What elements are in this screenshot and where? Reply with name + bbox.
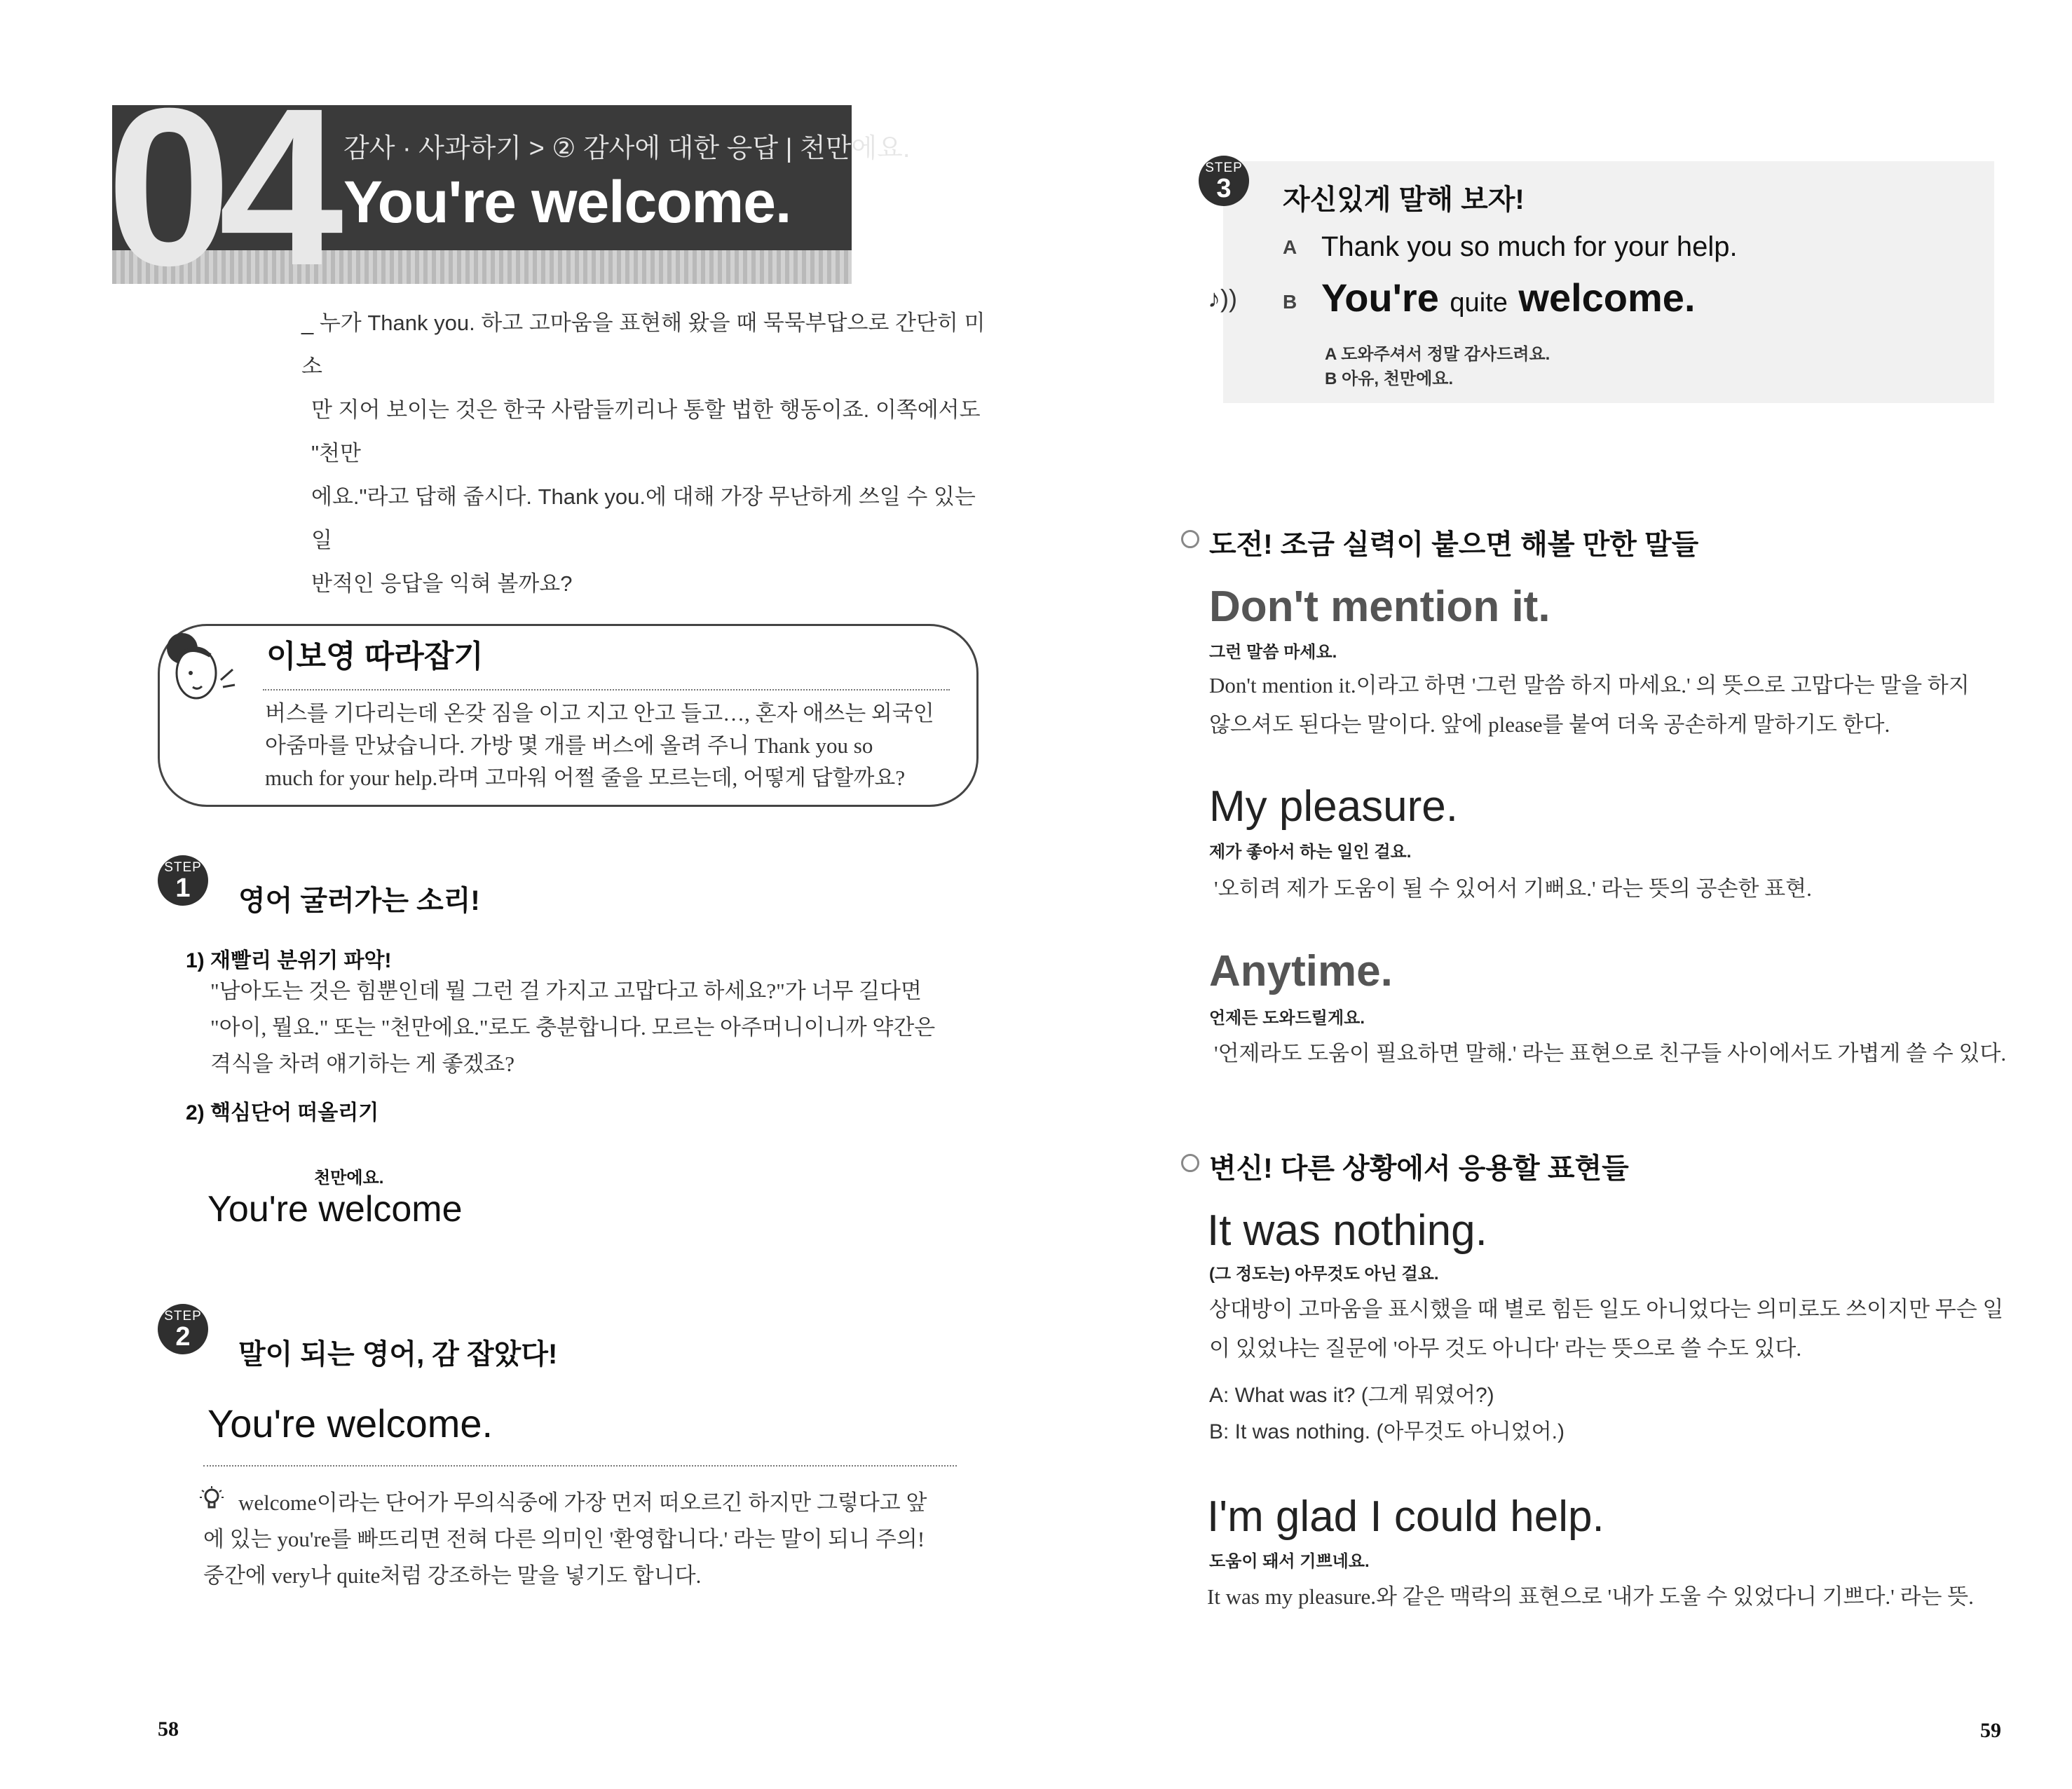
speaker-a-label: A — [1283, 236, 1297, 258]
page-number-right: 59 — [1980, 1719, 2001, 1742]
desc-line: 않으셔도 된다는 말이다. 앞에 please를 붙여 더욱 공손하게 말하기도 한다. — [1209, 712, 1890, 737]
intro-text — [301, 301, 988, 606]
desc-line: 이 있었냐는 질문에 '아무 것도 아니다' 라는 뜻으로 쓸 수도 있다. — [1209, 1336, 1802, 1361]
expr-desc — [1209, 666, 2015, 744]
keyword-gloss: 천만에요. — [314, 1169, 384, 1188]
step2-badge — [158, 1304, 208, 1354]
expr-desc — [1214, 869, 2020, 909]
breadcrumb: 감사 · 사과하기 > ② 감사에 대한 응답 | 천만에요. — [343, 134, 911, 163]
step1-line: 격식을 차려 얘기하는 게 좋겠죠? — [210, 1052, 515, 1076]
scenario-line: 버스를 기다리는데 온갖 짐을 이고 지고 안고 들고…, 혼자 애쓰는 외국인 — [265, 701, 934, 726]
step2-divider — [203, 1465, 957, 1467]
step-number: 2 — [175, 1322, 191, 1352]
tip-line: welcome이라는 단어가 무의식중에 가장 먼저 떠오르긴 하지만 그렇다고 앞 — [238, 1490, 927, 1515]
translation-a: A 도와주셔서 정말 감사드려요. — [1325, 345, 1550, 364]
expr-sub: 언제든 도와드릴게요. — [1209, 1009, 1365, 1028]
expr-title: Anytime. — [1209, 947, 1393, 995]
step1-line: "남아도는 것은 힘뿐인데 뭘 그런 걸 가지고 고맙다고 하세요?"가 너무 길다면 — [210, 979, 922, 1003]
scenario-text — [265, 698, 959, 794]
expr-title: Don't mention it. — [1209, 583, 1550, 631]
desc-line: It was my pleasure.와 같은 맥락의 표현으로 '내가 도울 수 있었다니 기쁘다.' 라는 뜻. — [1207, 1584, 1974, 1609]
speaker-b-label: B — [1283, 291, 1297, 313]
bullet-icon — [1181, 530, 1199, 548]
step-label: STEP — [164, 1309, 202, 1324]
expr-sub: (그 정도는) 아무것도 아닌 걸요. — [1209, 1265, 1439, 1284]
step1-line: "아이, 뭘요." 또는 "천만에요."로도 충분합니다. 모르는 아주머니이니까 약간은 — [210, 1015, 936, 1040]
expr-desc — [1214, 1034, 2020, 1073]
step2-tip — [203, 1485, 960, 1594]
dialog-line: A: What was it? (그게 뭐였어?) — [1209, 1384, 1494, 1407]
speaker-b-post: welcome. — [1507, 276, 1696, 320]
intro-line: 반적인 응답을 익혀 볼까요? — [311, 571, 573, 596]
chapter-banner — [107, 61, 911, 312]
scenario-divider — [263, 689, 950, 691]
expr-desc — [1207, 1577, 2013, 1617]
page-title: You're welcome. — [343, 169, 791, 235]
step1-sub2-title: 2) 핵심단어 떠올리기 — [186, 1101, 379, 1124]
expr-title: My pleasure. — [1209, 782, 1458, 831]
scenario-line: 아줌마를 만났습니다. 가방 몇 개를 버스에 올려 주니 Thank you so — [265, 733, 873, 758]
step1-sub1-title: 1) 재빨리 분위기 파악! — [186, 949, 392, 972]
speaker-a-line: Thank you so much for your help. — [1321, 231, 1738, 262]
scenario-line: much for your help.라며 고마워 어쩔 줄을 모르는데, 어떻게 답할까요? — [265, 766, 906, 790]
chapter-number: 04 — [107, 61, 331, 312]
expr-desc — [1209, 1290, 2015, 1368]
expr-title: It was nothing. — [1207, 1206, 1487, 1255]
tip-line: 중간에 very나 quite처럼 강조하는 말을 넣기도 합니다. — [203, 1563, 702, 1588]
expr-sub: 도움이 돼서 기쁘네요. — [1209, 1552, 1370, 1571]
speaker-b-line — [1321, 275, 1696, 320]
desc-line: Don't mention it.이라고 하면 '그런 말씀 하지 마세요.' 의 뜻으로 고맙다는 말을 하지 — [1209, 673, 1970, 698]
desc-line: '오히려 제가 도움이 될 수 있어서 기뻐요.' 라는 뜻의 공손한 표현. — [1214, 876, 1812, 901]
example-dialog — [1209, 1378, 1565, 1450]
scenario-title: 이보영 따라잡기 — [266, 639, 484, 674]
step1-badge — [158, 855, 208, 906]
step3-heading: 자신있게 말해 보자! — [1283, 184, 1525, 215]
expr-sub: 그런 말씀 마세요. — [1209, 643, 1337, 662]
step-label: STEP — [1205, 161, 1243, 175]
challenge-heading: 도전! 조금 실력이 붙으면 해볼 만한 말들 — [1209, 529, 1699, 560]
sound-icon: ♪)) — [1208, 284, 1237, 313]
expr-title: I'm glad I could help. — [1207, 1492, 1604, 1541]
desc-line: '언제라도 도움이 필요하면 말해.' 라는 표현으로 친구들 사이에서도 가볍게 쓸 수 있다. — [1214, 1041, 2007, 1066]
intro-line: _ 누가 Thank you. 하고 고마움을 표현해 왔을 때 묵묵부답으로 간단히 미소 — [301, 311, 986, 379]
step-number: 3 — [1216, 174, 1232, 203]
translation-b: B 아유, 천만에요. — [1325, 369, 1454, 388]
step1-heading: 영어 굴러가는 소리! — [238, 885, 480, 916]
step2-sentence: You're welcome. — [207, 1401, 493, 1446]
step3-badge — [1199, 156, 1249, 206]
dialog-line: B: It was nothing. (아무것도 아니었어.) — [1209, 1420, 1565, 1443]
speaker-b-pre: You're — [1321, 276, 1450, 320]
tip-line: 에 있는 you're를 빠뜨리면 전혀 다른 의미인 '환영합니다.' 라는 말이 되니 주의! — [203, 1527, 925, 1551]
keyword: You're welcome — [207, 1189, 463, 1230]
bullet-icon — [1181, 1154, 1199, 1172]
desc-line: 상대방이 고마움을 표시했을 때 별로 힘든 일도 아니었다는 의미로도 쓰이지만 무슨 일 — [1209, 1297, 2004, 1321]
step-number: 1 — [175, 873, 191, 903]
intro-line: 에요."라고 답해 줍시다. Thank you.에 대해 가장 무난하게 쓰일 수 있는 일 — [311, 484, 976, 552]
step2-heading: 말이 되는 영어, 감 잡았다! — [238, 1339, 558, 1370]
speaker-b-emphasis: quite — [1450, 288, 1508, 318]
character-illustration — [154, 620, 238, 726]
step-label: STEP — [164, 860, 202, 875]
page-number-left: 58 — [158, 1717, 179, 1741]
intro-line: 만 지어 보이는 것은 한국 사람들끼리나 통할 법한 행동이죠. 이쪽에서도 "천만 — [311, 397, 981, 465]
variation-heading: 변신! 다른 상황에서 응용할 표현들 — [1209, 1153, 1629, 1184]
step1-sub1-text — [210, 973, 967, 1082]
expr-sub: 제가 좋아서 하는 일인 걸요. — [1209, 843, 1412, 862]
